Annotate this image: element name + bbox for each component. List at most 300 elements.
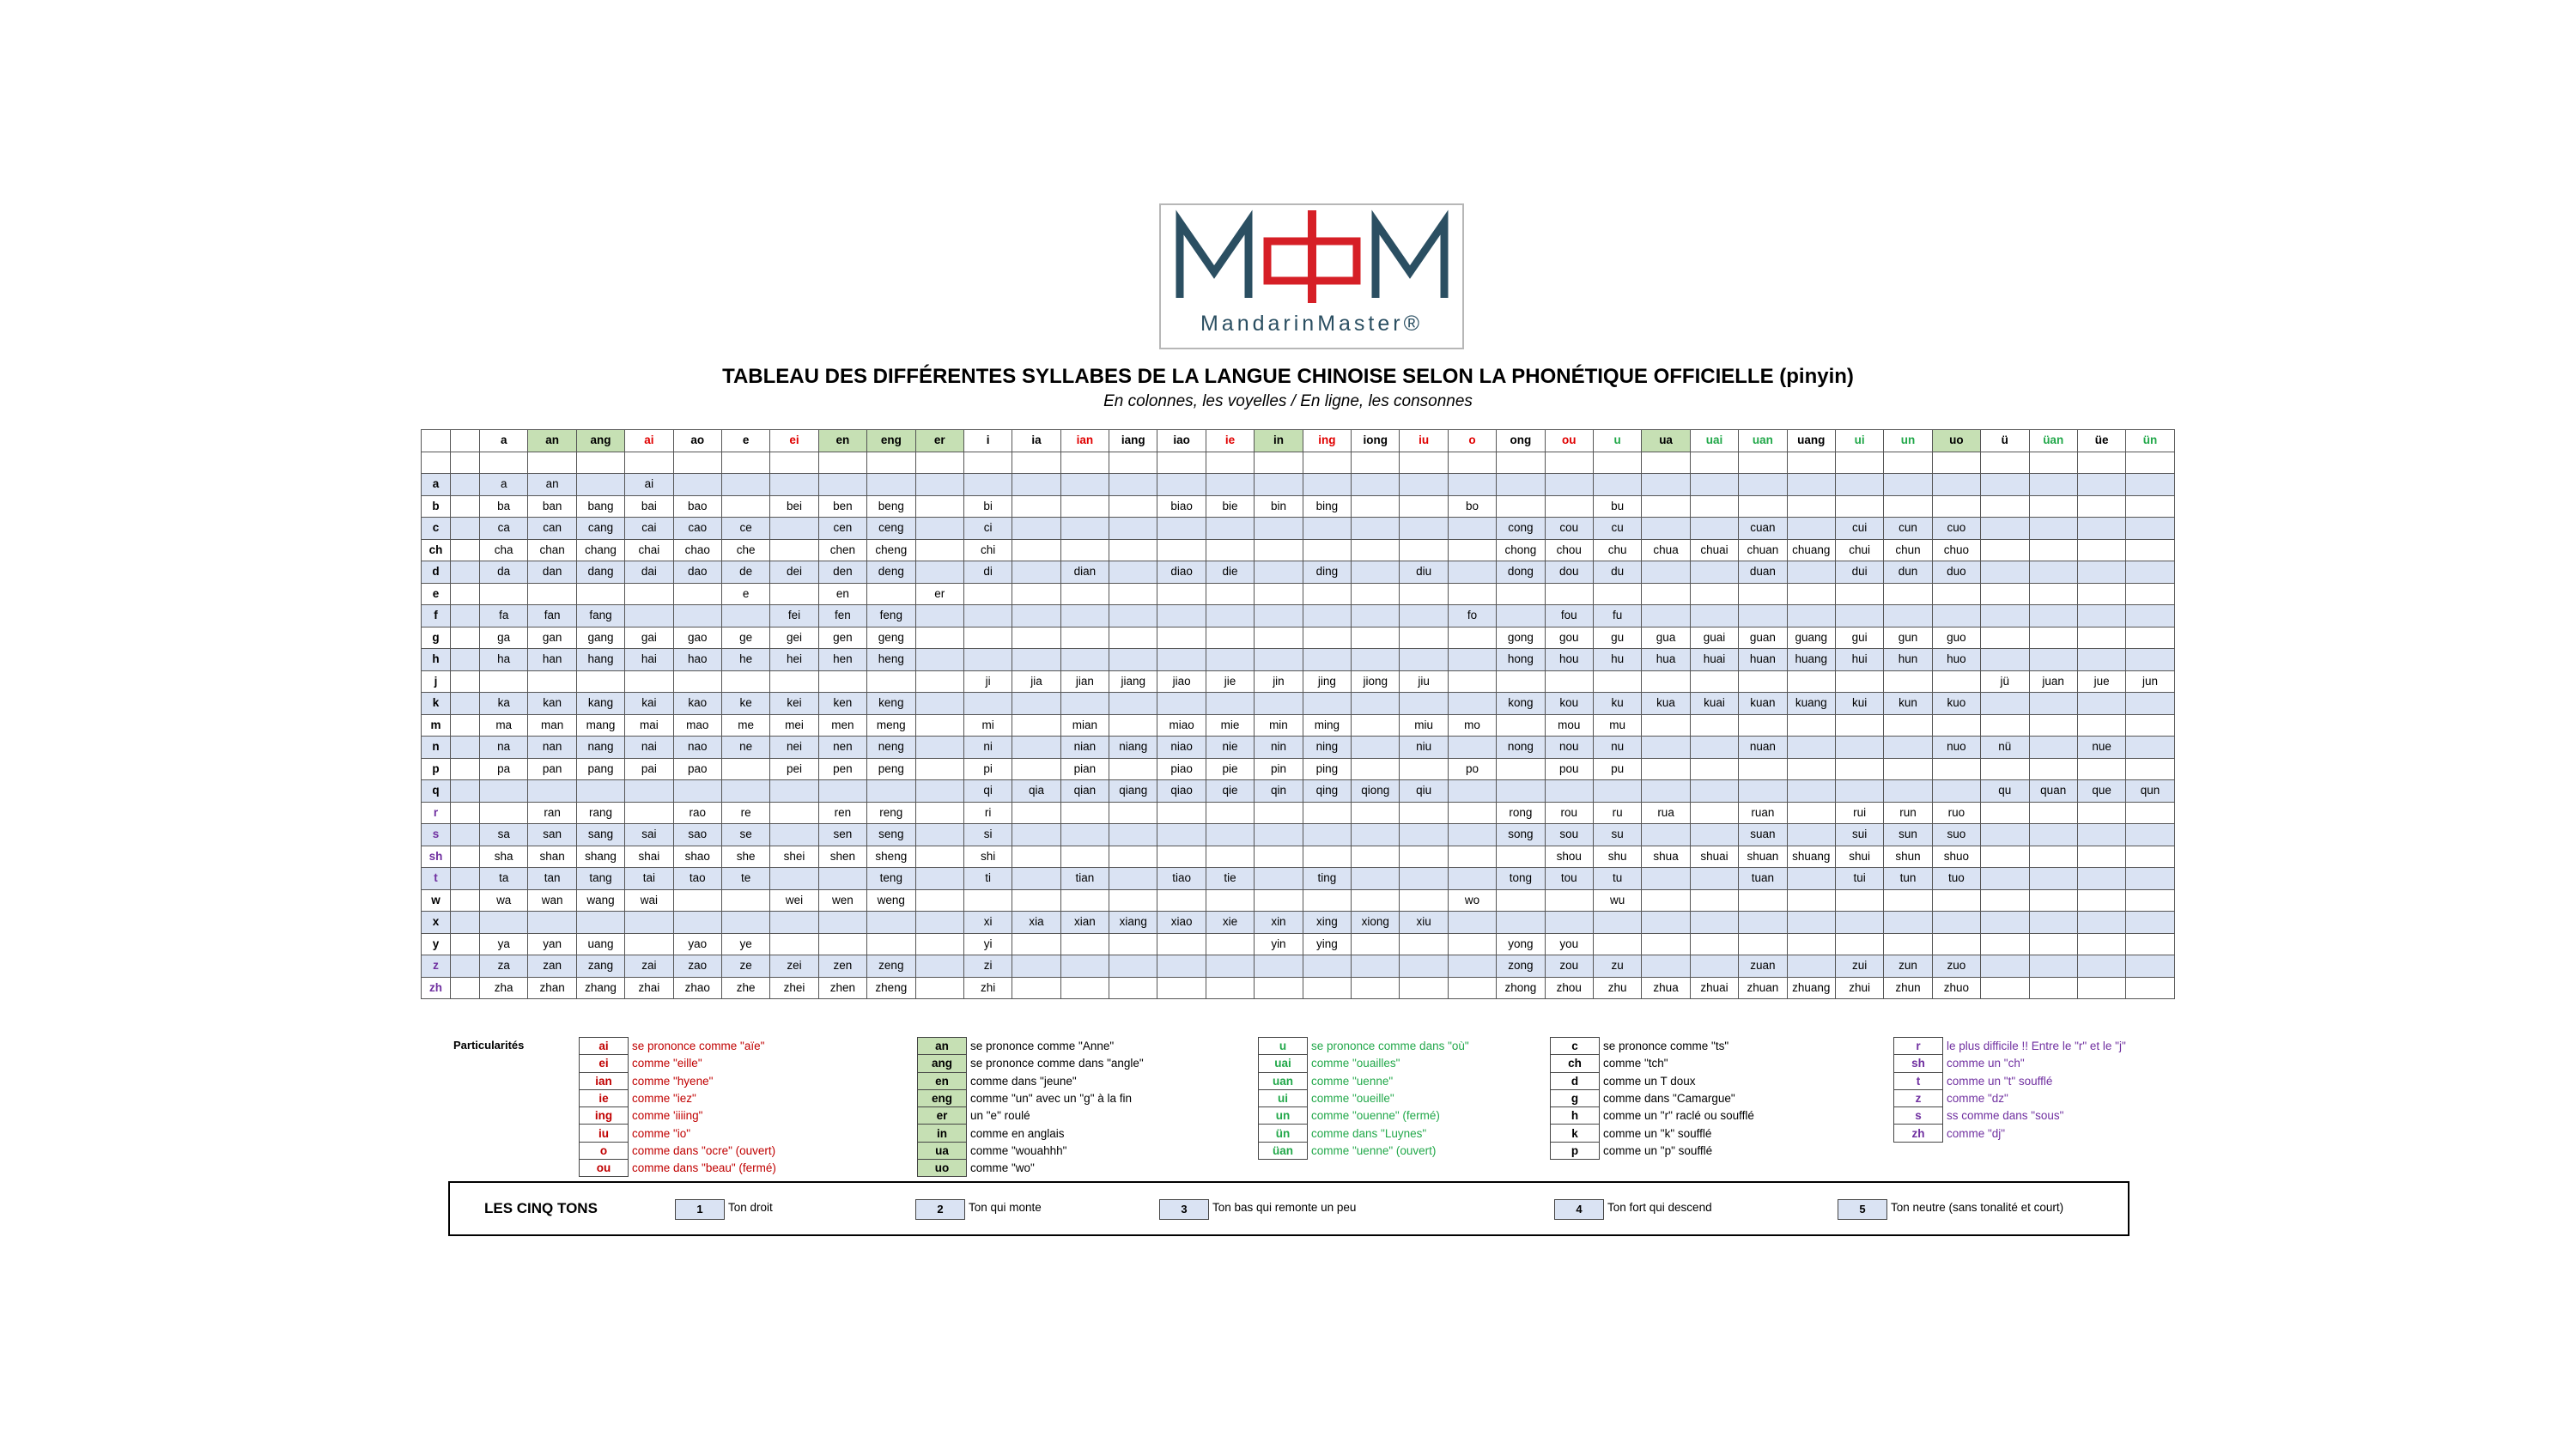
- syllable-cell: xian: [1060, 912, 1109, 934]
- legend-item: [1551, 1125, 1755, 1142]
- syllable-cell: [625, 583, 673, 605]
- column-header: i: [963, 430, 1012, 452]
- syllable-cell: hong: [1497, 649, 1545, 671]
- syllable-cell: qin: [1255, 780, 1303, 803]
- legend-item: [1259, 1072, 1470, 1089]
- syllable-cell: ruo: [1932, 802, 1980, 824]
- empty-cell: [451, 583, 480, 605]
- syllable-cell: [1012, 977, 1060, 999]
- syllable-cell: [1981, 474, 2029, 496]
- syllable-cell: [2029, 539, 2077, 561]
- syllable-cell: hua: [1642, 649, 1690, 671]
- syllable-cell: kong: [1497, 693, 1545, 715]
- syllable-cell: [480, 802, 528, 824]
- syllable-cell: [915, 780, 963, 803]
- legend-key: u: [1259, 1038, 1308, 1055]
- syllable-cell: [1352, 889, 1400, 912]
- legend-key: un: [1259, 1107, 1308, 1125]
- syllable-cell: xia: [1012, 912, 1060, 934]
- syllable-cell: [1109, 868, 1157, 890]
- syllable-cell: [1060, 693, 1109, 715]
- syllable-cell: [1835, 495, 1883, 518]
- syllable-cell: geng: [867, 627, 915, 649]
- legend-item: [580, 1055, 776, 1072]
- syllable-cell: nan: [528, 737, 576, 759]
- empty-cell: [451, 539, 480, 561]
- syllable-cell: shai: [625, 846, 673, 868]
- column-header: an: [528, 430, 576, 452]
- syllable-cell: zhei: [770, 977, 818, 999]
- syllable-cell: [915, 933, 963, 955]
- syllable-cell: bei: [770, 495, 818, 518]
- syllable-cell: [2029, 627, 2077, 649]
- syllable-cell: [673, 474, 721, 496]
- syllable-cell: [2077, 714, 2125, 737]
- syllable-cell: [1448, 518, 1496, 540]
- syllable-cell: [1497, 758, 1545, 780]
- syllable-cell: [1835, 912, 1883, 934]
- syllable-cell: sen: [818, 824, 866, 846]
- syllable-cell: [1545, 670, 1593, 693]
- syllable-cell: ge: [721, 627, 769, 649]
- syllable-cell: [1012, 889, 1060, 912]
- syllable-cell: ci: [963, 518, 1012, 540]
- syllable-cell: [770, 539, 818, 561]
- syllable-cell: [1884, 495, 1932, 518]
- syllable-cell: shu: [1593, 846, 1641, 868]
- syllable-cell: [1642, 758, 1690, 780]
- syllable-cell: [2126, 737, 2174, 759]
- syllable-cell: [1835, 605, 1883, 627]
- legend-key: üan: [1259, 1142, 1308, 1159]
- syllable-cell: piao: [1157, 758, 1206, 780]
- legend-item: [580, 1072, 776, 1089]
- syllable-cell: [1255, 539, 1303, 561]
- syllable-cell: hang: [576, 649, 624, 671]
- syllable-cell: ze: [721, 955, 769, 978]
- syllable-cell: zhe: [721, 977, 769, 999]
- syllable-cell: [770, 670, 818, 693]
- syllable-cell: [1012, 627, 1060, 649]
- legend-description: comme dans "ocre" (ouvert): [632, 1143, 776, 1157]
- syllable-cell: [1690, 824, 1738, 846]
- table-row: [422, 824, 2175, 846]
- syllable-cell: [2029, 605, 2077, 627]
- column-header: er: [915, 430, 963, 452]
- syllable-cell: die: [1206, 561, 1254, 584]
- syllable-cell: [1012, 802, 1060, 824]
- syllable-cell: keng: [867, 693, 915, 715]
- empty-cell: [451, 912, 480, 934]
- legend-item: [918, 1160, 1145, 1177]
- syllable-cell: [576, 912, 624, 934]
- syllable-cell: [1932, 605, 1980, 627]
- syllable-cell: nue: [2077, 737, 2125, 759]
- legend-consonants: [1550, 1037, 1755, 1160]
- syllable-cell: [1448, 561, 1496, 584]
- syllable-cell: [1497, 912, 1545, 934]
- legend-key: ch: [1551, 1055, 1600, 1072]
- syllable-cell: she: [721, 846, 769, 868]
- syllable-cell: [1157, 933, 1206, 955]
- syllable-cell: [2029, 933, 2077, 955]
- legend-key: zh: [1894, 1125, 1943, 1142]
- syllable-cell: [1690, 802, 1738, 824]
- syllable-cell: [1352, 539, 1400, 561]
- syllable-cell: zai: [625, 955, 673, 978]
- syllable-cell: dan: [528, 561, 576, 584]
- syllable-cell: [818, 933, 866, 955]
- syllable-cell: qiao: [1157, 780, 1206, 803]
- syllable-cell: [770, 824, 818, 846]
- empty-cell: [1448, 452, 1496, 474]
- empty-cell: [422, 452, 451, 474]
- syllable-cell: tuo: [1932, 868, 1980, 890]
- syllable-cell: chou: [1545, 539, 1593, 561]
- syllable-cell: mao: [673, 714, 721, 737]
- syllable-cell: [1642, 824, 1690, 846]
- syllable-cell: meng: [867, 714, 915, 737]
- syllable-cell: hai: [625, 649, 673, 671]
- empty-cell: [451, 868, 480, 890]
- syllable-cell: hu: [1593, 649, 1641, 671]
- syllable-cell: dei: [770, 561, 818, 584]
- syllable-cell: [1060, 889, 1109, 912]
- syllable-cell: [1545, 889, 1593, 912]
- empty-cell: [451, 627, 480, 649]
- syllable-cell: [1060, 955, 1109, 978]
- syllable-cell: [1448, 802, 1496, 824]
- empty-cell: [451, 693, 480, 715]
- syllable-cell: [1739, 474, 1787, 496]
- syllable-cell: tui: [1835, 868, 1883, 890]
- syllable-cell: [1109, 846, 1157, 868]
- column-header: ün: [2126, 430, 2174, 452]
- syllable-cell: [1981, 977, 2029, 999]
- legend-description: comme un "p" soufflé: [1603, 1143, 1713, 1157]
- syllable-cell: [1690, 737, 1738, 759]
- syllable-cell: [1545, 474, 1593, 496]
- legend-description: comme dans "Camargue": [1603, 1092, 1735, 1106]
- legend-item: [1894, 1125, 2127, 1142]
- syllable-cell: seng: [867, 824, 915, 846]
- syllable-cell: [576, 583, 624, 605]
- tone-number: 3: [1159, 1199, 1209, 1220]
- syllable-cell: huai: [1690, 649, 1738, 671]
- syllable-cell: shun: [1884, 846, 1932, 868]
- legend-item: [1894, 1055, 2127, 1072]
- syllable-cell: che: [721, 539, 769, 561]
- syllable-cell: [2126, 868, 2174, 890]
- syllable-cell: [1448, 912, 1496, 934]
- syllable-cell: [1352, 518, 1400, 540]
- legend-key: uai: [1259, 1055, 1308, 1072]
- legend-description: se prononce comme dans "angle": [970, 1057, 1144, 1070]
- syllable-cell: [915, 912, 963, 934]
- column-header: ui: [1835, 430, 1883, 452]
- syllable-cell: [1109, 758, 1157, 780]
- syllable-cell: [1448, 627, 1496, 649]
- syllable-cell: chong: [1497, 539, 1545, 561]
- syllable-cell: [1352, 495, 1400, 518]
- syllable-cell: [1012, 868, 1060, 890]
- syllable-cell: [2077, 912, 2125, 934]
- syllable-cell: [1835, 474, 1883, 496]
- syllable-cell: [1303, 605, 1351, 627]
- syllable-cell: mai: [625, 714, 673, 737]
- syllable-cell: chun: [1884, 539, 1932, 561]
- table-row: [422, 933, 2175, 955]
- syllable-cell: [1400, 824, 1448, 846]
- syllable-cell: [1642, 583, 1690, 605]
- syllable-cell: zhan: [528, 977, 576, 999]
- syllable-cell: pei: [770, 758, 818, 780]
- syllable-cell: [1787, 605, 1835, 627]
- syllable-cell: [1593, 474, 1641, 496]
- syllable-cell: gou: [1545, 627, 1593, 649]
- syllable-cell: po: [1448, 758, 1496, 780]
- syllable-cell: tun: [1884, 868, 1932, 890]
- legend-description: un "e" roulé: [970, 1109, 1030, 1123]
- syllable-cell: hei: [770, 649, 818, 671]
- syllable-cell: [1012, 649, 1060, 671]
- syllable-cell: [1690, 758, 1738, 780]
- syllable-cell: [721, 758, 769, 780]
- syllable-cell: [576, 780, 624, 803]
- syllable-cell: ba: [480, 495, 528, 518]
- syllable-cell: he: [721, 649, 769, 671]
- syllable-cell: [1060, 583, 1109, 605]
- legend-description: se prononce comme "ts": [1603, 1040, 1729, 1053]
- syllable-cell: [2077, 605, 2125, 627]
- legend-description: comme "uenne" (ouvert): [1311, 1143, 1437, 1157]
- syllable-cell: chen: [818, 539, 866, 561]
- syllable-cell: [673, 605, 721, 627]
- syllable-cell: [2126, 955, 2174, 978]
- column-header: uai: [1690, 430, 1738, 452]
- syllable-cell: kuai: [1690, 693, 1738, 715]
- syllable-cell: cai: [625, 518, 673, 540]
- column-header: ua: [1642, 430, 1690, 452]
- syllable-cell: [818, 868, 866, 890]
- syllable-cell: me: [721, 714, 769, 737]
- syllable-cell: ma: [480, 714, 528, 737]
- legend-description: se prononce comme "aïe": [632, 1040, 765, 1053]
- syllable-cell: da: [480, 561, 528, 584]
- syllable-cell: [867, 583, 915, 605]
- syllable-cell: [915, 955, 963, 978]
- row-header: ch: [422, 539, 451, 561]
- legend-description: comme "oueille": [1311, 1092, 1394, 1106]
- empty-cell: [1642, 452, 1690, 474]
- empty-cell: [451, 955, 480, 978]
- syllable-cell: [818, 474, 866, 496]
- syllable-cell: [1255, 955, 1303, 978]
- syllable-cell: [1981, 649, 2029, 671]
- syllable-cell: xing: [1303, 912, 1351, 934]
- syllable-cell: zhuan: [1739, 977, 1787, 999]
- syllable-cell: chai: [625, 539, 673, 561]
- syllable-cell: ban: [528, 495, 576, 518]
- syllable-cell: [1642, 912, 1690, 934]
- legend-key: ai: [580, 1038, 629, 1055]
- syllable-cell: wei: [770, 889, 818, 912]
- syllable-cell: [1448, 539, 1496, 561]
- syllable-cell: peng: [867, 758, 915, 780]
- syllable-cell: [1932, 583, 1980, 605]
- syllable-cell: gun: [1884, 627, 1932, 649]
- syllable-cell: [1303, 649, 1351, 671]
- syllable-cell: zou: [1545, 955, 1593, 978]
- syllable-cell: [1448, 474, 1496, 496]
- syllable-cell: [867, 933, 915, 955]
- empty-cell: [625, 452, 673, 474]
- syllable-cell: [963, 474, 1012, 496]
- syllable-cell: zan: [528, 955, 576, 978]
- syllable-cell: yin: [1255, 933, 1303, 955]
- syllable-cell: [1787, 780, 1835, 803]
- legend-description: comme "iez": [632, 1092, 696, 1106]
- column-header: iang: [1109, 430, 1157, 452]
- syllable-cell: [1739, 912, 1787, 934]
- syllable-cell: [1255, 649, 1303, 671]
- row-header: c: [422, 518, 451, 540]
- syllable-cell: [770, 780, 818, 803]
- syllable-cell: nie: [1206, 737, 1254, 759]
- syllable-cell: [1981, 846, 2029, 868]
- syllable-cell: huan: [1739, 649, 1787, 671]
- syllable-cell: [1255, 583, 1303, 605]
- column-header: iu: [1400, 430, 1448, 452]
- syllable-cell: fo: [1448, 605, 1496, 627]
- syllable-cell: dui: [1835, 561, 1883, 584]
- table-row: [422, 539, 2175, 561]
- legend-item: [918, 1072, 1145, 1089]
- syllable-cell: dian: [1060, 561, 1109, 584]
- syllable-cell: bing: [1303, 495, 1351, 518]
- syllable-cell: xiao: [1157, 912, 1206, 934]
- empty-cell: [1835, 452, 1883, 474]
- syllable-cell: chuan: [1739, 539, 1787, 561]
- legend-item: [918, 1055, 1145, 1072]
- syllable-cell: teng: [867, 868, 915, 890]
- syllable-cell: [1884, 912, 1932, 934]
- syllable-cell: [721, 605, 769, 627]
- syllable-cell: kao: [673, 693, 721, 715]
- syllable-cell: [1255, 802, 1303, 824]
- empty-cell: [1593, 452, 1641, 474]
- table-row: [422, 868, 2175, 890]
- syllable-cell: dun: [1884, 561, 1932, 584]
- syllable-cell: [528, 780, 576, 803]
- syllable-cell: rua: [1642, 802, 1690, 824]
- syllable-cell: [721, 670, 769, 693]
- syllable-cell: shuai: [1690, 846, 1738, 868]
- syllable-cell: [1448, 955, 1496, 978]
- syllable-cell: ning: [1303, 737, 1351, 759]
- syllable-cell: [818, 780, 866, 803]
- syllable-cell: zui: [1835, 955, 1883, 978]
- empty-cell: [770, 452, 818, 474]
- syllable-cell: [673, 912, 721, 934]
- legend-key: g: [1551, 1089, 1600, 1106]
- row-header: e: [422, 583, 451, 605]
- syllable-cell: [2077, 802, 2125, 824]
- empty-cell: [1012, 452, 1060, 474]
- empty-cell: [451, 561, 480, 584]
- tone-number: 5: [1838, 1199, 1887, 1220]
- syllable-cell: [770, 474, 818, 496]
- syllable-cell: ben: [818, 495, 866, 518]
- legend-key: ie: [580, 1089, 629, 1106]
- syllable-cell: rao: [673, 802, 721, 824]
- syllable-cell: [1642, 670, 1690, 693]
- empty-cell: [915, 452, 963, 474]
- syllable-cell: [2077, 561, 2125, 584]
- column-header: iao: [1157, 430, 1206, 452]
- syllable-cell: [1303, 889, 1351, 912]
- syllable-cell: [1012, 474, 1060, 496]
- syllable-cell: [1642, 605, 1690, 627]
- syllable-cell: shan: [528, 846, 576, 868]
- syllable-cell: [1352, 758, 1400, 780]
- syllable-cell: [915, 693, 963, 715]
- syllable-cell: juan: [2029, 670, 2077, 693]
- syllable-cell: xiang: [1109, 912, 1157, 934]
- syllable-cell: [2029, 868, 2077, 890]
- syllable-cell: [1109, 693, 1157, 715]
- empty-cell: [451, 780, 480, 803]
- syllable-cell: [1642, 561, 1690, 584]
- syllable-cell: guai: [1690, 627, 1738, 649]
- syllable-cell: shui: [1835, 846, 1883, 868]
- syllable-cell: [721, 474, 769, 496]
- syllable-cell: [1835, 737, 1883, 759]
- syllable-cell: [1981, 955, 2029, 978]
- legend-item: [1551, 1072, 1755, 1089]
- syllable-cell: [1109, 824, 1157, 846]
- table-row: [422, 912, 2175, 934]
- syllable-cell: [1787, 824, 1835, 846]
- syllable-cell: pao: [673, 758, 721, 780]
- syllable-cell: [1497, 605, 1545, 627]
- syllable-cell: [2077, 474, 2125, 496]
- syllable-cell: [1109, 605, 1157, 627]
- syllable-cell: [1352, 868, 1400, 890]
- syllable-cell: song: [1497, 824, 1545, 846]
- syllable-cell: [1497, 670, 1545, 693]
- syllable-cell: zhai: [625, 977, 673, 999]
- corner-cell: [422, 430, 451, 452]
- syllable-cell: [480, 583, 528, 605]
- table-row: [422, 846, 2175, 868]
- syllable-cell: shuang: [1787, 846, 1835, 868]
- syllable-cell: [1012, 846, 1060, 868]
- syllable-cell: [1206, 977, 1254, 999]
- syllable-cell: diao: [1157, 561, 1206, 584]
- syllable-cell: ken: [818, 693, 866, 715]
- syllable-cell: [915, 518, 963, 540]
- syllable-cell: shang: [576, 846, 624, 868]
- syllable-cell: [1787, 889, 1835, 912]
- syllable-cell: beng: [867, 495, 915, 518]
- syllable-cell: [1981, 933, 2029, 955]
- syllable-cell: han: [528, 649, 576, 671]
- syllable-cell: [1981, 539, 2029, 561]
- syllable-cell: [1400, 933, 1448, 955]
- syllable-cell: suan: [1739, 824, 1787, 846]
- legend-description: comme dans "Luynes": [1311, 1126, 1427, 1140]
